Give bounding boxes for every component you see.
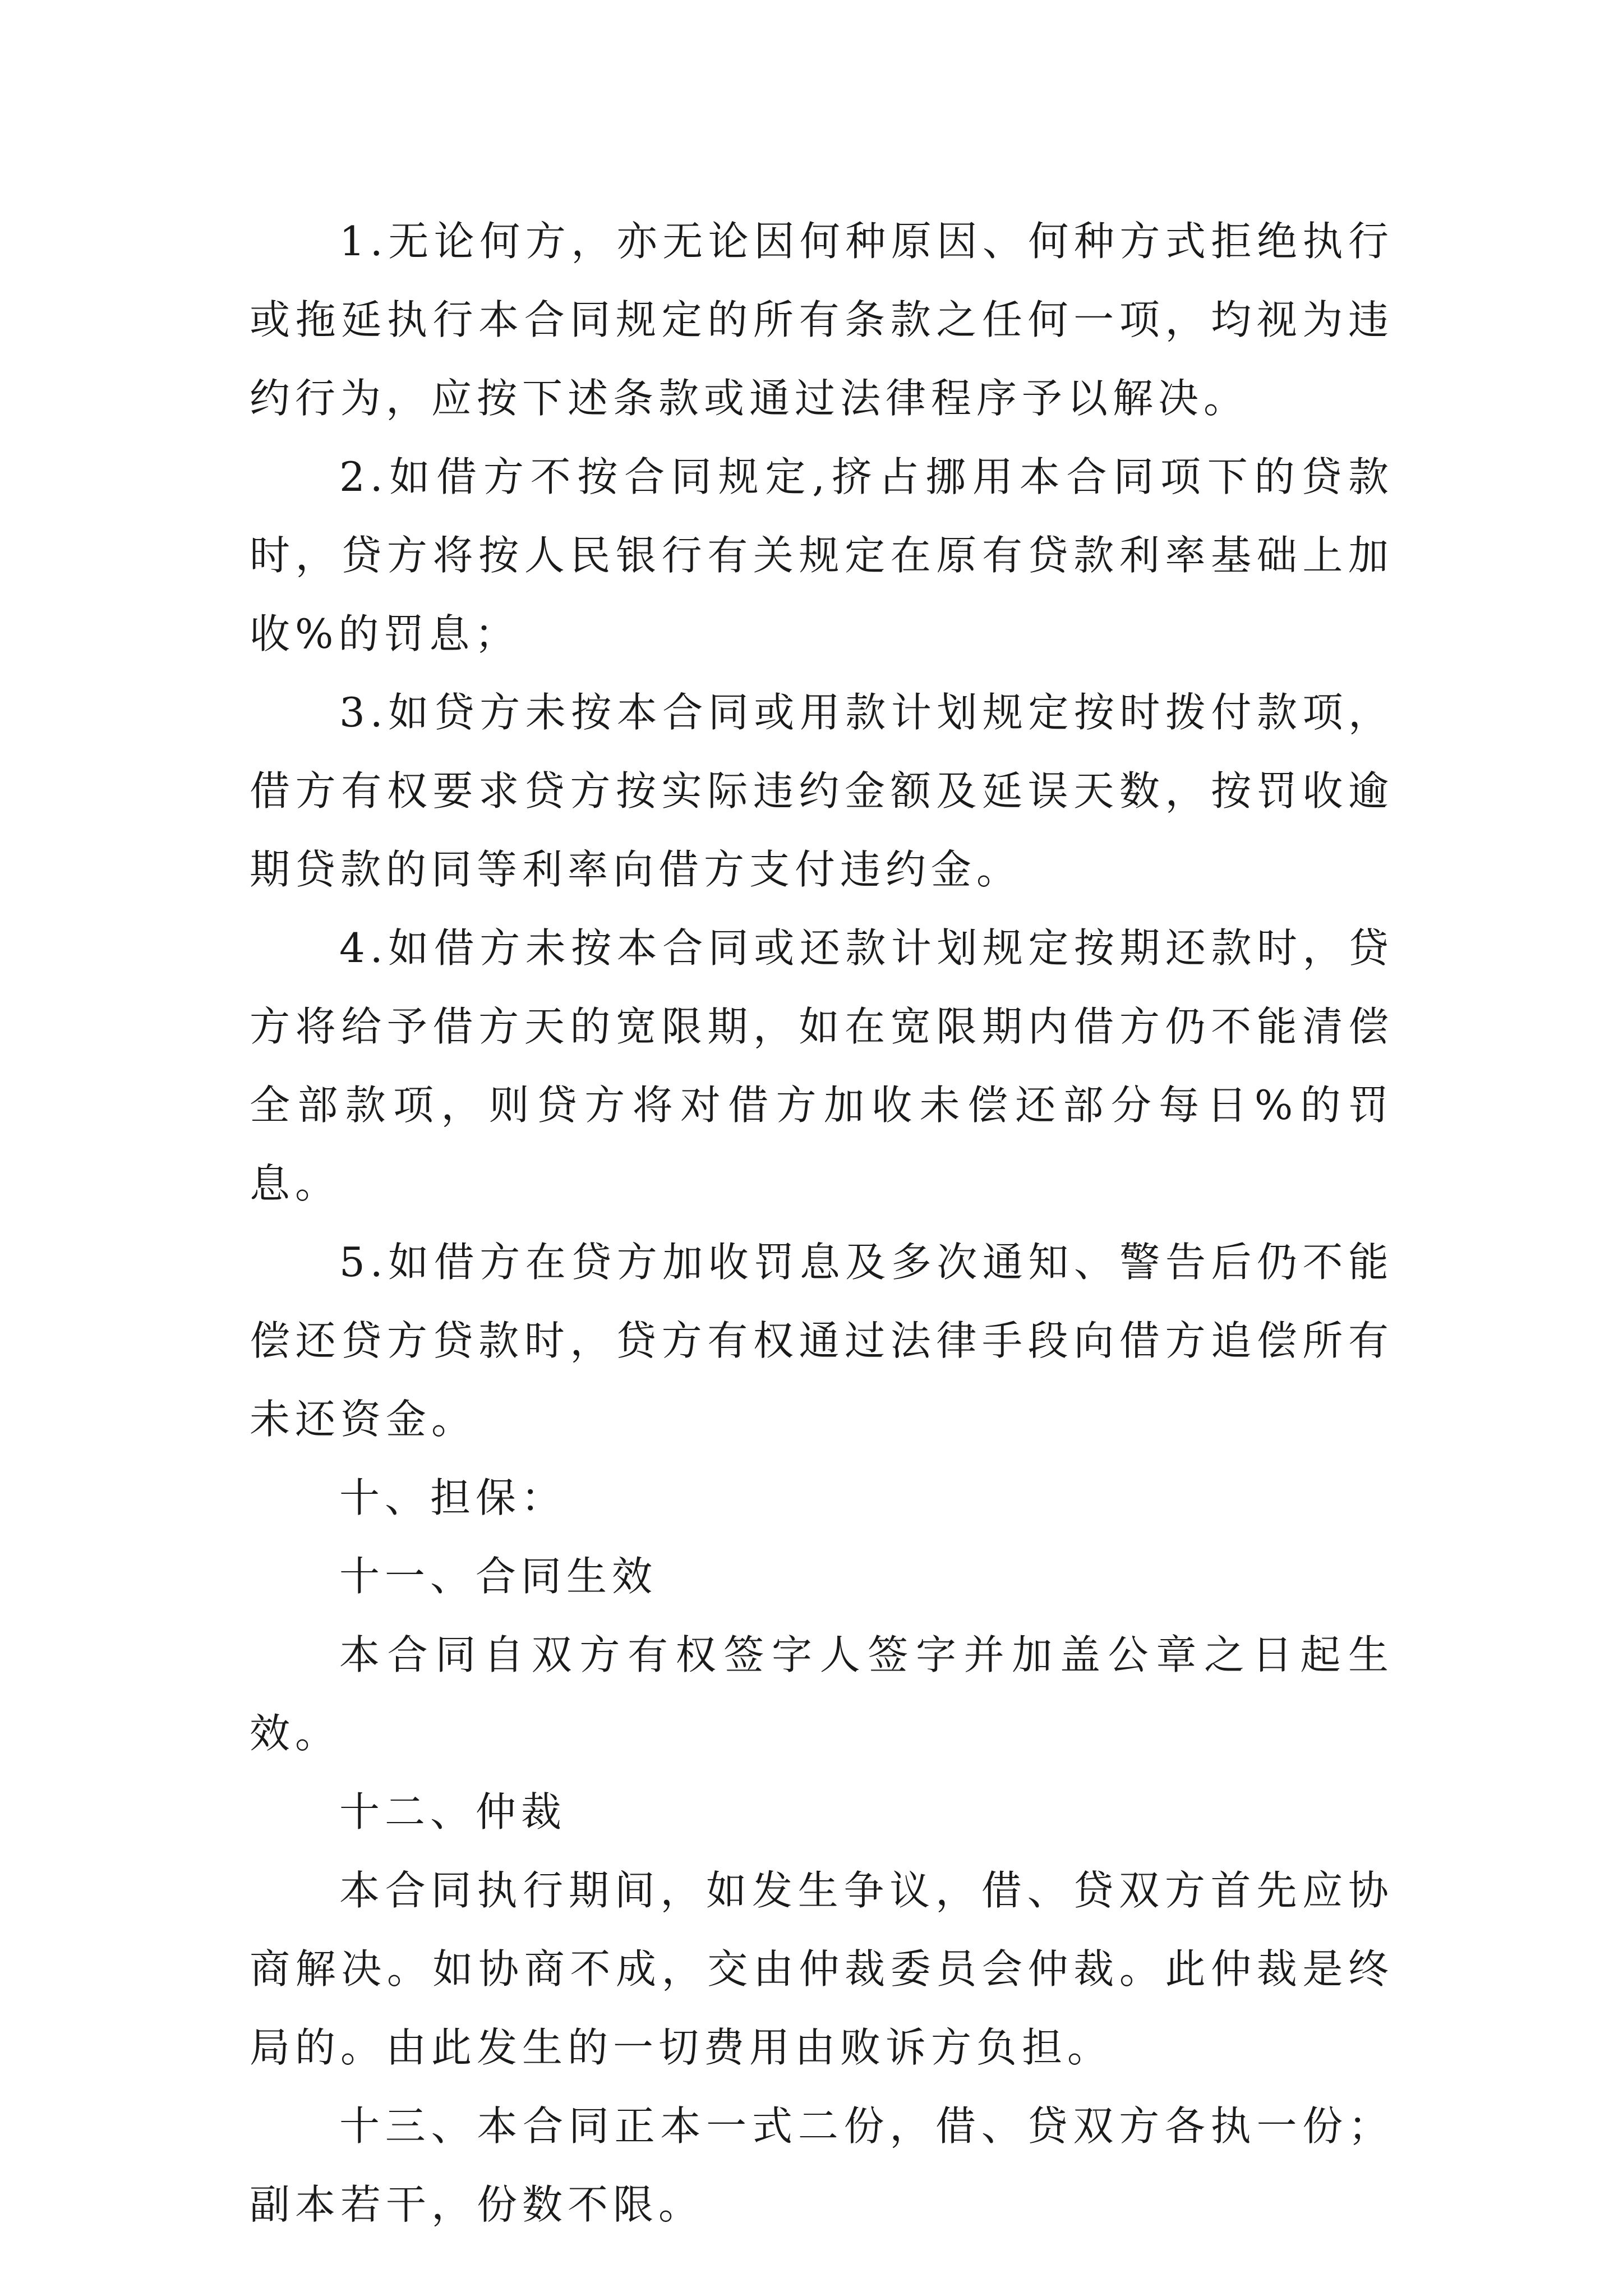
clause-2-misuse-penalty: 2.如借方不按合同规定,挤占挪用本合同项下的贷款时，贷方将按人民银行有关规定在原有贷款利率基础上加收%的罚息； — [250, 453, 1394, 657]
section-11-body: 本合同自双方有权签字人签字并加盖公章之日起生效。 — [250, 1631, 1394, 1757]
section-10-heading: 十、担保： — [339, 1474, 567, 1521]
clause-3-lender-delay: 3.如贷方未按本合同或用款计划规定按时拨付款项，借方有权要求贷方按实际违约金额及延误天数，按罚收逾期贷款的同等利率向借方支付违约金。 — [250, 689, 1394, 893]
section-12-body: 本合同执行期间，如发生争议，借、贷双方首先应协商解决。如协商不成，交由仲裁委员会仲裁。此仲裁是终局的。由此发生的一切费用由败诉方负担。 — [250, 1867, 1394, 2071]
section-12-heading: 十二、仲裁 — [339, 1788, 567, 1835]
clause-5-legal-recovery: 5.如借方在贷方加收罚息及多次通知、警告后仍不能偿还贷方贷款时，贷方有权通过法律手段向借方追偿所有未还资金。 — [250, 1239, 1394, 1443]
section-11-heading: 十一、合同生效 — [339, 1553, 658, 1600]
clause-4-grace-period: 4.如借方未按本合同或还款计划规定按期还款时，贷方将给予借方天的宽限期，如在宽限期内借方仍不能清偿全部款项，则贷方将对借方加收未偿还部分每日%的罚息。 — [250, 924, 1394, 1207]
section-13-body: 十三、本合同正本一式二份，借、贷双方各执一份；副本若干，份数不限。 — [250, 2102, 1394, 2228]
clause-1-refusal-breach: 1.无论何方，亦无论因何种原因、何种方式拒绝执行或拖延执行本合同规定的所有条款之任何一项，均视为违约行为，应按下述条款或通过法律程序予以解决。 — [250, 218, 1394, 422]
document-page — [250, 202, 1394, 2244]
